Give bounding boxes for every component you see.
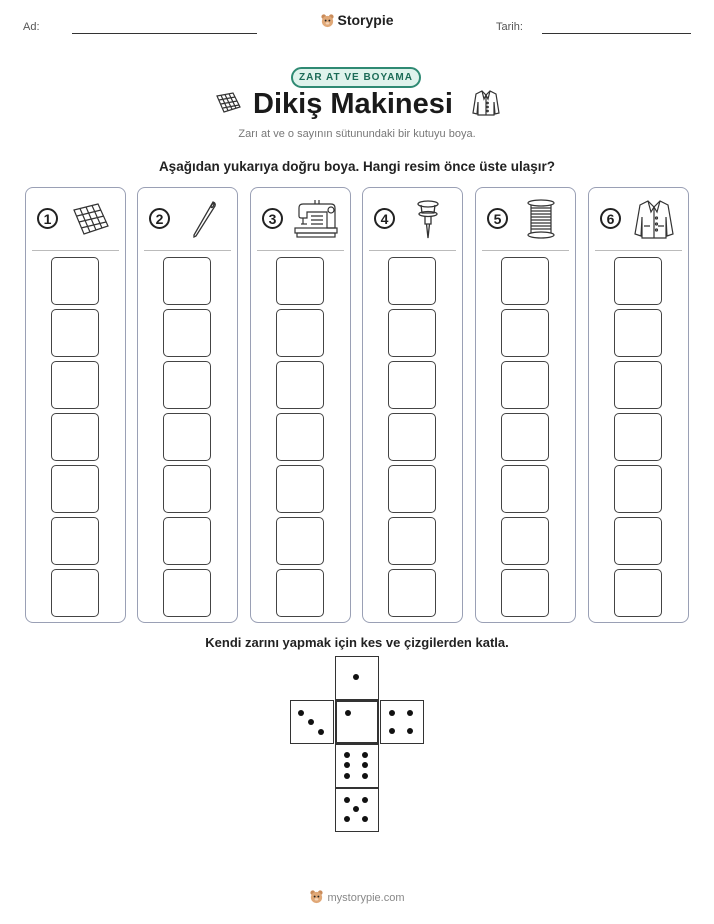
sewing-machine-icon [293, 198, 339, 240]
coloring-box[interactable] [388, 257, 436, 305]
column-number: 3 [262, 208, 283, 229]
fabric-icon [68, 198, 114, 240]
coloring-box[interactable] [388, 413, 436, 461]
column-number: 6 [600, 208, 621, 229]
coloring-box[interactable] [163, 465, 211, 513]
instruction: Aşağıdan yukarıya doğru boya. Hangi resim önce üste ulaşır? [158, 159, 556, 174]
name-label: Ad: [23, 21, 40, 33]
coloring-box[interactable] [614, 517, 662, 565]
dice-face-lower [335, 744, 379, 788]
coloring-box[interactable] [163, 517, 211, 565]
coloring-box[interactable] [388, 465, 436, 513]
column-number: 4 [374, 208, 395, 229]
coloring-box[interactable] [501, 413, 549, 461]
coloring-box[interactable] [614, 361, 662, 409]
footer-link[interactable]: mystorypie.com [327, 892, 405, 904]
coloring-box[interactable] [276, 413, 324, 461]
fabric-icon [213, 90, 243, 116]
coloring-box[interactable] [163, 257, 211, 305]
coloring-box[interactable] [163, 309, 211, 357]
footer [0, 889, 714, 904]
page-title [0, 88, 714, 121]
cut-instruction: Kendi zarını yapmak için kes ve çizgilerden katla. [205, 635, 509, 650]
coloring-box[interactable] [163, 361, 211, 409]
coloring-box[interactable] [501, 569, 549, 617]
coloring-box[interactable] [614, 569, 662, 617]
coloring-box[interactable] [51, 413, 99, 461]
date-label: Tarih: [496, 21, 523, 33]
column-number: 5 [487, 208, 508, 229]
dice-net [290, 656, 424, 834]
coloring-box[interactable] [388, 309, 436, 357]
coloring-box[interactable] [51, 361, 99, 409]
coloring-box[interactable] [51, 309, 99, 357]
coloring-box[interactable] [501, 517, 549, 565]
column-6 [588, 187, 689, 623]
coloring-box[interactable] [276, 517, 324, 565]
needle-icon [180, 198, 226, 240]
coloring-box[interactable] [388, 361, 436, 409]
subtitle: Zarı at ve o sayının sütunundaki bir kutuyu boya. [238, 128, 476, 140]
thread-spool-icon [518, 198, 564, 240]
coloring-box[interactable] [501, 257, 549, 305]
column-2 [137, 187, 238, 623]
dice-face-left [290, 700, 334, 744]
coloring-box[interactable] [276, 465, 324, 513]
jacket-icon [471, 89, 501, 117]
coloring-box[interactable] [388, 569, 436, 617]
activity-badge: ZAR AT VE BOYAMA [291, 67, 421, 88]
coloring-box[interactable] [51, 517, 99, 565]
coloring-box[interactable] [51, 465, 99, 513]
dice-face-right [380, 700, 424, 744]
column-3 [250, 187, 351, 623]
pin-icon [405, 198, 451, 240]
column-number: 2 [149, 208, 170, 229]
brand-logo [0, 12, 714, 28]
coloring-box[interactable] [388, 517, 436, 565]
coloring-box[interactable] [501, 361, 549, 409]
coloring-box[interactable] [614, 465, 662, 513]
name-line[interactable] [72, 33, 257, 34]
coloring-box[interactable] [276, 569, 324, 617]
column-4 [362, 187, 463, 623]
brand-name: Storypie [337, 12, 394, 28]
coloring-box[interactable] [614, 257, 662, 305]
coloring-box[interactable] [501, 309, 549, 357]
coloring-box[interactable] [51, 257, 99, 305]
coloring-box[interactable] [163, 569, 211, 617]
bear-icon [320, 13, 335, 28]
jacket-icon [631, 198, 677, 240]
coloring-box[interactable] [501, 465, 549, 513]
coloring-box[interactable] [614, 309, 662, 357]
coloring-box[interactable] [276, 361, 324, 409]
column-1 [25, 187, 126, 623]
column-5 [475, 187, 576, 623]
dice-face-center [335, 700, 379, 744]
title-text: Dikiş Makinesi [253, 88, 453, 120]
coloring-box[interactable] [51, 569, 99, 617]
coloring-box[interactable] [163, 413, 211, 461]
column-number: 1 [37, 208, 58, 229]
coloring-box[interactable] [276, 309, 324, 357]
date-line[interactable] [542, 33, 691, 34]
bear-icon [309, 889, 324, 904]
dice-face-bottom [335, 788, 379, 832]
coloring-box[interactable] [276, 257, 324, 305]
coloring-box[interactable] [614, 413, 662, 461]
dice-face-top [335, 656, 379, 700]
